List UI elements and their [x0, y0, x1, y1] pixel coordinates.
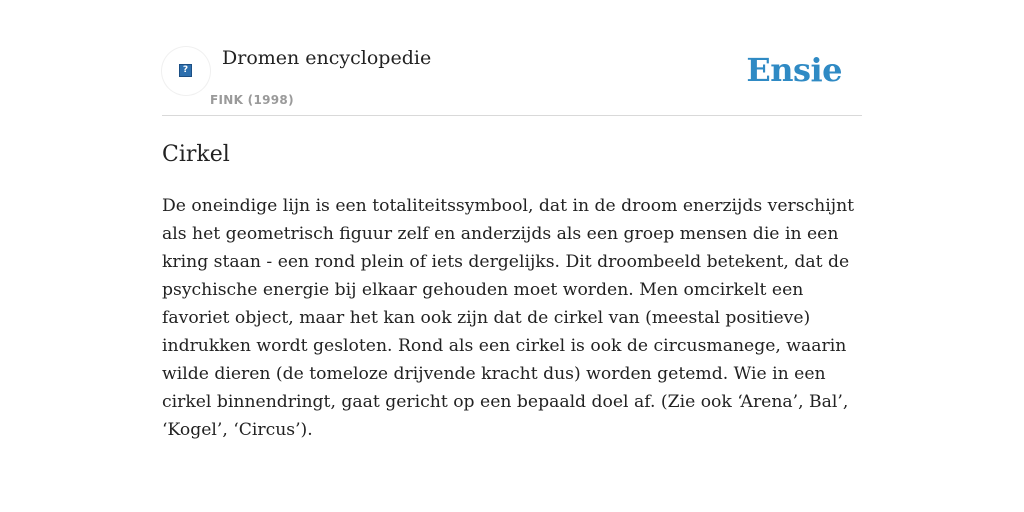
source-author-year: FINK (1998) [210, 93, 294, 107]
entry-title: Cirkel [162, 142, 230, 167]
source-header [162, 40, 862, 116]
question-mark-icon: ? [179, 64, 192, 77]
entry-body: De oneindige lijn is een totaliteitssymbool, dat in de droom enerzijds verschijnt als het geometrisch figuur zelf en anderzijds als een groep mensen die in een kring staan - een rond plein of iets dergelijks. Dit droombeeld betekent, dat de psychische energie bij elkaar gehouden moet worden. Men omcirkelt een favoriet object, maar het kan ook zijn dat de cirkel van (meestal positieve) indrukken wordt gesloten. Rond als een cirkel is ook de circusmanege, waarin wilde dieren (de tomeloze drijvende kracht dus) worden getemd. Wie in een cirkel binnendringt, gaat gericht op een bepaald doel af. (Zie ook ‘Arena’, Bal’, ‘Kogel’, ‘Circus’). [162, 196, 855, 440]
ensie-logo-link[interactable]: Ensie [746, 51, 842, 89]
source-logo[interactable] [162, 47, 210, 95]
source-title[interactable]: Dromen encyclopedie [222, 47, 432, 69]
